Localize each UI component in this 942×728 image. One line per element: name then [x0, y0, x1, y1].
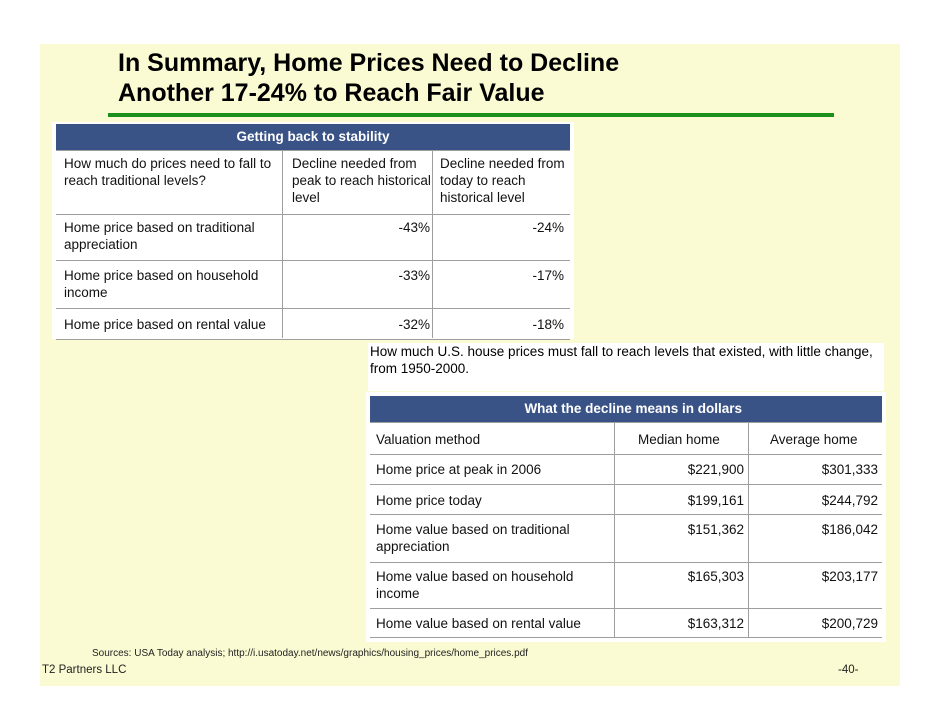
table-header-row	[56, 150, 570, 213]
row-divider	[370, 562, 882, 563]
header-cell: Median home	[638, 432, 720, 447]
stability-table-title: Getting back to stability	[56, 124, 570, 150]
footer-company: T2 Partners LLC	[42, 664, 127, 676]
row-value: $199,161	[687, 493, 744, 508]
title-line-2: Another 17-24% to Reach Fair Value	[118, 79, 545, 107]
header-cell: Average home	[770, 432, 858, 447]
row-value: $163,312	[687, 616, 744, 631]
row-value: $301,333	[821, 462, 878, 477]
row-value: $186,042	[821, 522, 878, 537]
row-value: -32%	[398, 317, 430, 332]
row-divider	[370, 608, 882, 609]
row-label: Home value based on household income	[376, 569, 574, 601]
row-value: $151,362	[687, 522, 744, 537]
table-row	[56, 214, 570, 259]
header-cell: Decline needed from today to reach historical level	[440, 156, 565, 205]
row-value: -43%	[398, 220, 430, 235]
sources-note: Sources: USA Today analysis; http://i.usatoday.net/news/graphics/housing_prices/home_prices.pdf	[92, 648, 528, 659]
page-number: -40-	[838, 664, 859, 676]
row-divider	[370, 484, 882, 485]
row-label: Home price based on traditional appreciation	[64, 220, 255, 252]
slide-title	[118, 48, 619, 108]
title-line-1: In Summary, Home Prices Need to Decline	[118, 49, 620, 77]
stability-table	[52, 122, 574, 339]
row-value: -33%	[398, 268, 430, 283]
dollars-table-title	[370, 396, 882, 422]
row-divider	[370, 637, 882, 638]
row-divider	[370, 454, 882, 455]
row-label: Home price today	[376, 493, 482, 508]
row-value: $244,792	[821, 493, 878, 508]
dollars-table	[366, 392, 886, 642]
title-underline	[108, 113, 834, 117]
row-divider	[370, 422, 882, 423]
row-label: Home price based on rental value	[64, 317, 266, 332]
row-value: -17%	[532, 268, 564, 283]
row-label: Home price based on household income	[64, 268, 259, 300]
row-value: $200,729	[821, 616, 878, 631]
row-label: Home value based on rental value	[376, 616, 581, 631]
row-divider	[370, 514, 882, 515]
row-value: $203,177	[821, 569, 878, 584]
dollars-table-caption	[368, 343, 884, 391]
row-label: Home value based on traditional appreciation	[376, 522, 570, 554]
table-row	[56, 308, 570, 340]
header-cell: How much do prices need to fall to reach traditional levels?	[64, 156, 272, 188]
header-cell: Decline needed from peak to reach historical level	[292, 156, 431, 205]
row-label: Home price at peak in 2006	[376, 462, 542, 477]
header-cell: Valuation method	[376, 432, 481, 447]
dollars-table-title-text: What the decline means in dollars	[524, 401, 742, 416]
row-value: $221,900	[687, 462, 744, 477]
row-value: -24%	[532, 220, 564, 235]
row-value: $165,303	[687, 569, 744, 584]
caption-text: How much U.S. house prices must fall to reach levels that existed, with little change, from 1950-2000.	[370, 344, 873, 376]
table-row	[56, 260, 570, 307]
row-value: -18%	[532, 317, 564, 332]
